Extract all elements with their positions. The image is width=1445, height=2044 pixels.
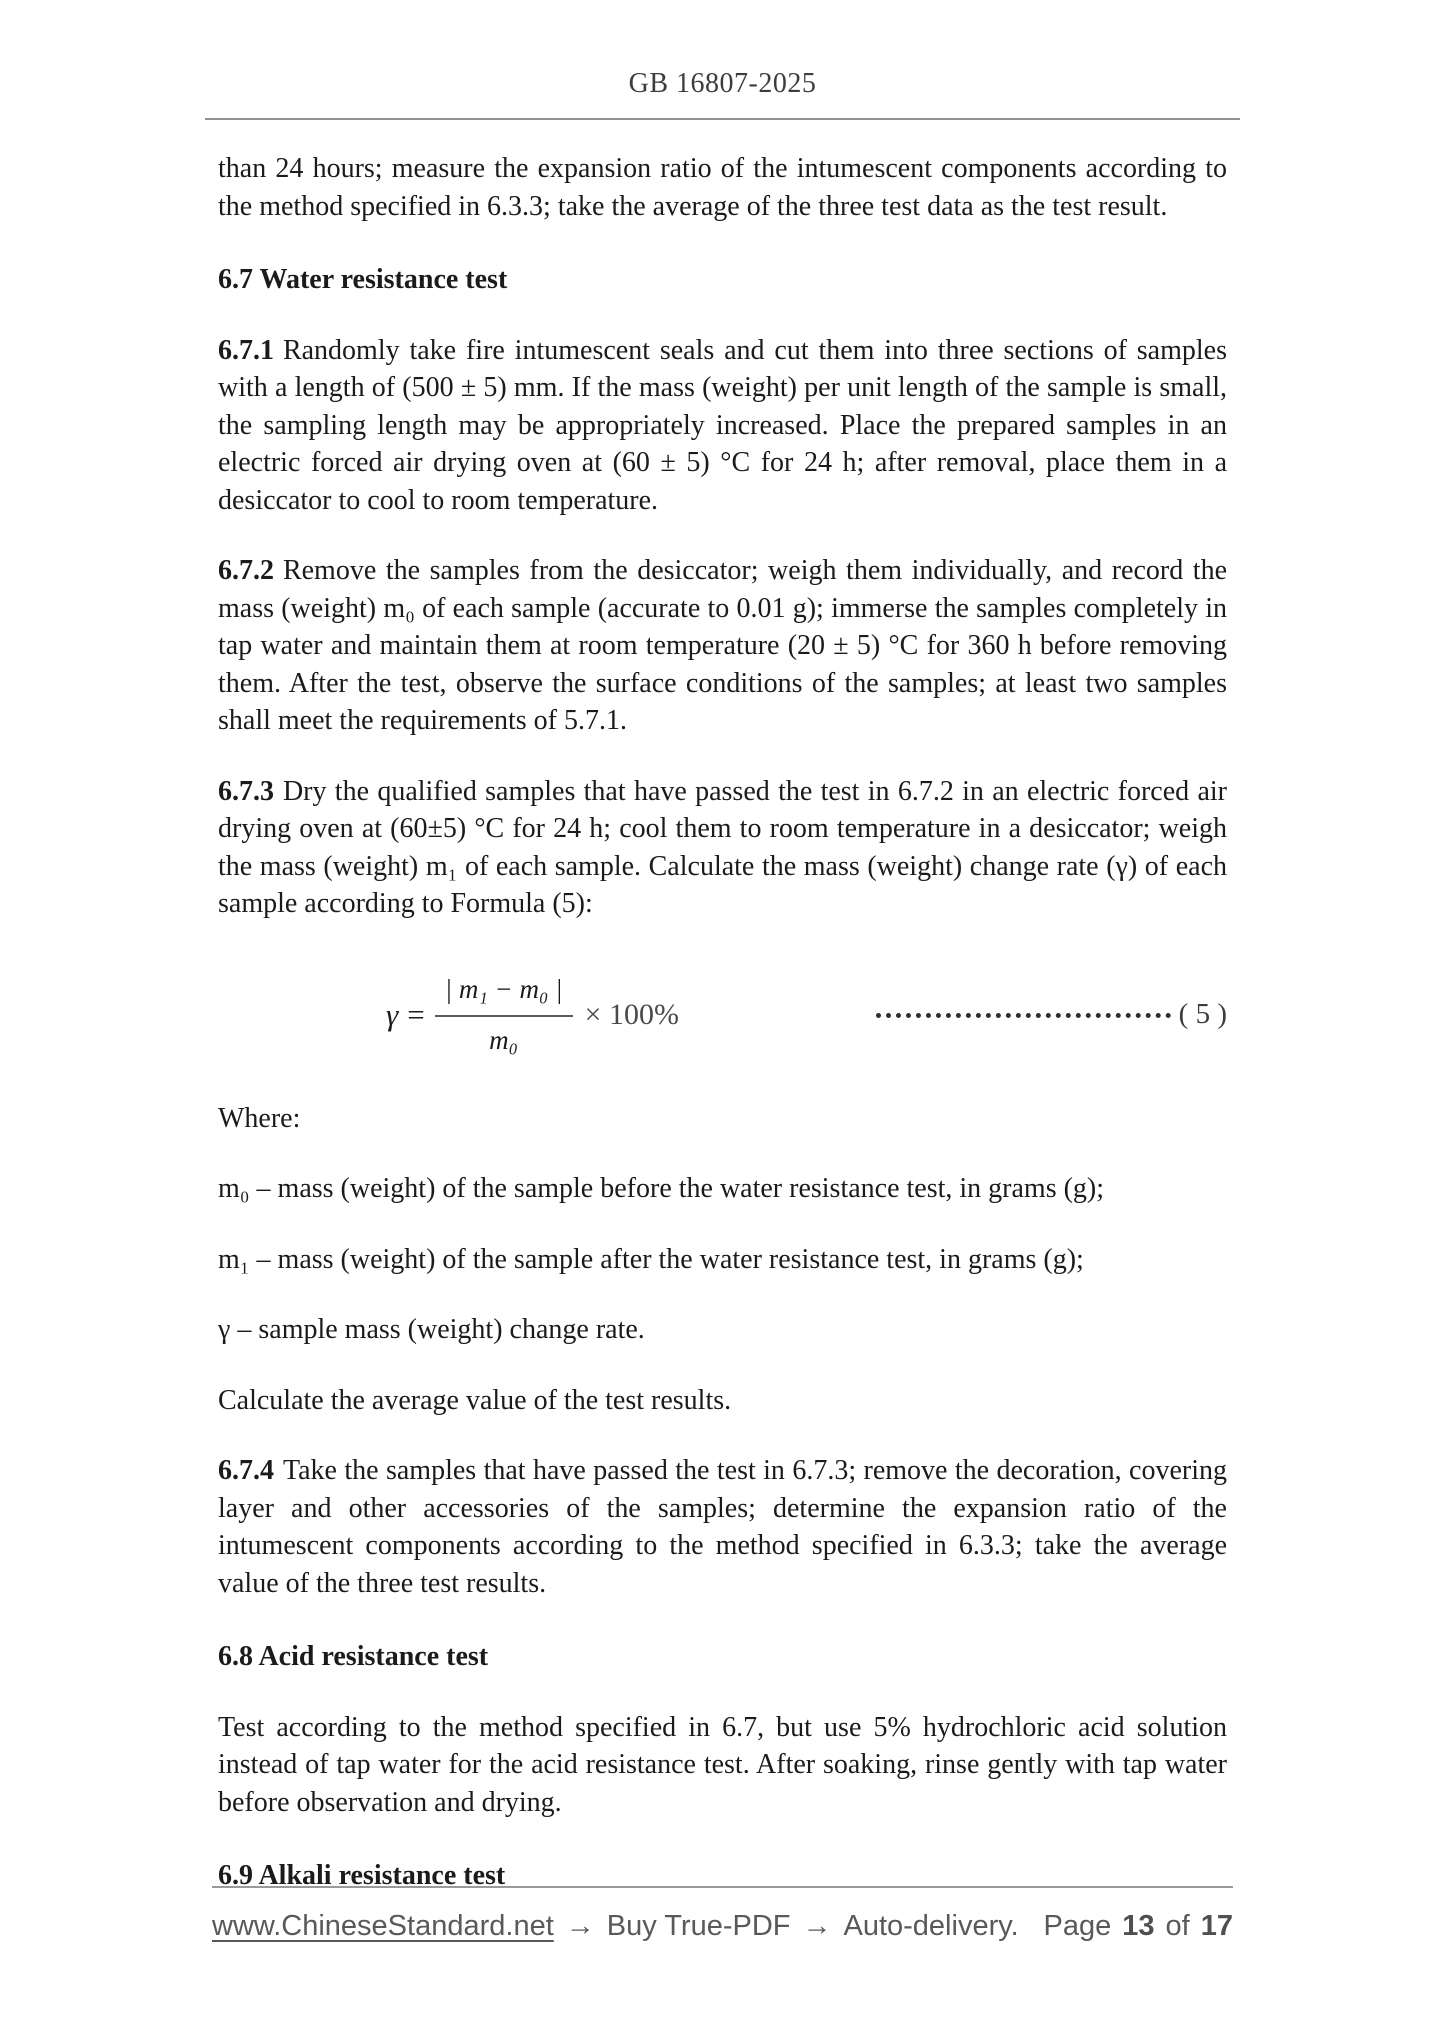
clause-text-6-7-1: Randomly take fire intumescent seals and cut them into three sections of samples with a length of (500 ± 5) mm. If the mass (weight) per unit length of the sample is small, the sampling length may be appropriately increased. Place the prepared samples in an electric forced air drying oven at (60 ± 5) °C for 24 h; after removal, place them in a desiccator to cool to room temperature. bbox=[218, 334, 1227, 516]
formula-number: ( 5 ) bbox=[1178, 998, 1227, 1031]
paragraph-6-8: Test according to the method specified in 6.7, but use 5% hydrochloric acid solution instead of tap water for the acid resistance test. After soaking, rinse gently with tap water before observation and drying. bbox=[218, 1711, 1227, 1818]
clause-text-6-7-4: Take the samples that have passed the test in 6.7.3; remove the decoration, covering layer and other accessories of the samples; determine the expansion ratio of the intumescent components according to the method specified in 6.3.3; take the average value of the three test results. bbox=[218, 1455, 1227, 1599]
arrow-right-icon: → bbox=[802, 1910, 832, 1942]
formula-fraction bbox=[435, 971, 573, 1060]
clause-number-6-7-1: 6.7.1 bbox=[218, 334, 274, 366]
formula-block bbox=[218, 971, 1227, 1060]
footer bbox=[212, 1886, 1233, 1943]
paragraph-6-7-1 bbox=[218, 332, 1227, 520]
of-word: of bbox=[1165, 1910, 1190, 1942]
footer-link[interactable]: www.ChineseStandard.net bbox=[212, 1910, 554, 1942]
clause-number-6-7-2: 6.7.2 bbox=[218, 555, 274, 586]
definition-gamma: γ – sample mass (weight) change rate. bbox=[218, 1314, 645, 1345]
heading-6-8: 6.8 Acid resistance test bbox=[218, 1641, 489, 1672]
heading-6-9: 6.9 Alkali resistance test bbox=[218, 1860, 506, 1891]
formula-denominator: m₀ bbox=[489, 1025, 519, 1055]
page-word: Page bbox=[1043, 1910, 1112, 1942]
paragraph-calc-average: Calculate the average value of the test results. bbox=[218, 1384, 732, 1416]
definition-m1: m₁ – mass (weight) of the sample after the water resistance test, in grams (g); bbox=[218, 1243, 1084, 1275]
where-label: Where: bbox=[218, 1102, 301, 1134]
paragraph-6-7-2 bbox=[218, 552, 1227, 740]
page-indicator bbox=[1044, 1910, 1233, 1943]
clause-text-6-7-3: Dry the qualified samples that have passed the test in 6.7.2 in an electric forced air drying oven at (60±5) °C for 24 h; cool them to room temperature in a desiccator; weigh the mass (weight) m₁ of each sample. Calculate the mass (weight) change rate (γ) of each sample according to Formula (5): bbox=[218, 775, 1227, 919]
formula-multiplier: × 100% bbox=[584, 998, 679, 1032]
clause-number-6-7-4: 6.7.4 bbox=[218, 1455, 274, 1486]
arrow-right-icon: → bbox=[565, 1910, 595, 1942]
definition-m0: m₀ – mass (weight) of the sample before the water resistance test, in grams (g); bbox=[218, 1173, 1105, 1204]
formula-equals: = bbox=[407, 997, 425, 1033]
page-body bbox=[218, 150, 1227, 1895]
clause-number-6-7-3: 6.7.3 bbox=[218, 775, 274, 807]
footer-delivery-text: Auto-delivery. bbox=[843, 1910, 1019, 1942]
header-divider bbox=[205, 118, 1240, 120]
formula-numerator: | m₁ − m₀ | bbox=[435, 971, 573, 1018]
formula-gamma: γ bbox=[386, 997, 400, 1033]
doc-number: GB 16807-2025 bbox=[628, 68, 817, 99]
footer-buy-text: Buy True-PDF bbox=[606, 1910, 791, 1942]
clause-text-6-7-2: Remove the samples from the desiccator; weigh them individually, and record the mass (weight) m₀ of each sample (accurate to 0.01 g); immerse the samples completely in tap water and maintain them at room temperature (20 ± 5) °C for 360 h before removing them. After the test, observe the surface conditions of the samples; at least two samples shall meet the requirements of 5.7.1. bbox=[218, 555, 1227, 736]
dotted-leader bbox=[876, 1013, 1171, 1018]
paragraph-intro: than 24 hours; measure the expansion ratio of the intumescent components according to the method specified in 6.3.3; take the average of the three test data as the test result. bbox=[218, 153, 1227, 222]
paragraph-6-7-4 bbox=[218, 1452, 1227, 1602]
formula-expression bbox=[386, 971, 679, 1060]
heading-6-7: 6.7 Water resistance test bbox=[218, 264, 508, 295]
page-number: 13 bbox=[1122, 1910, 1155, 1942]
footer-left bbox=[212, 1910, 1019, 1943]
total-pages: 17 bbox=[1200, 1910, 1233, 1942]
paragraph-6-7-3 bbox=[218, 773, 1227, 923]
